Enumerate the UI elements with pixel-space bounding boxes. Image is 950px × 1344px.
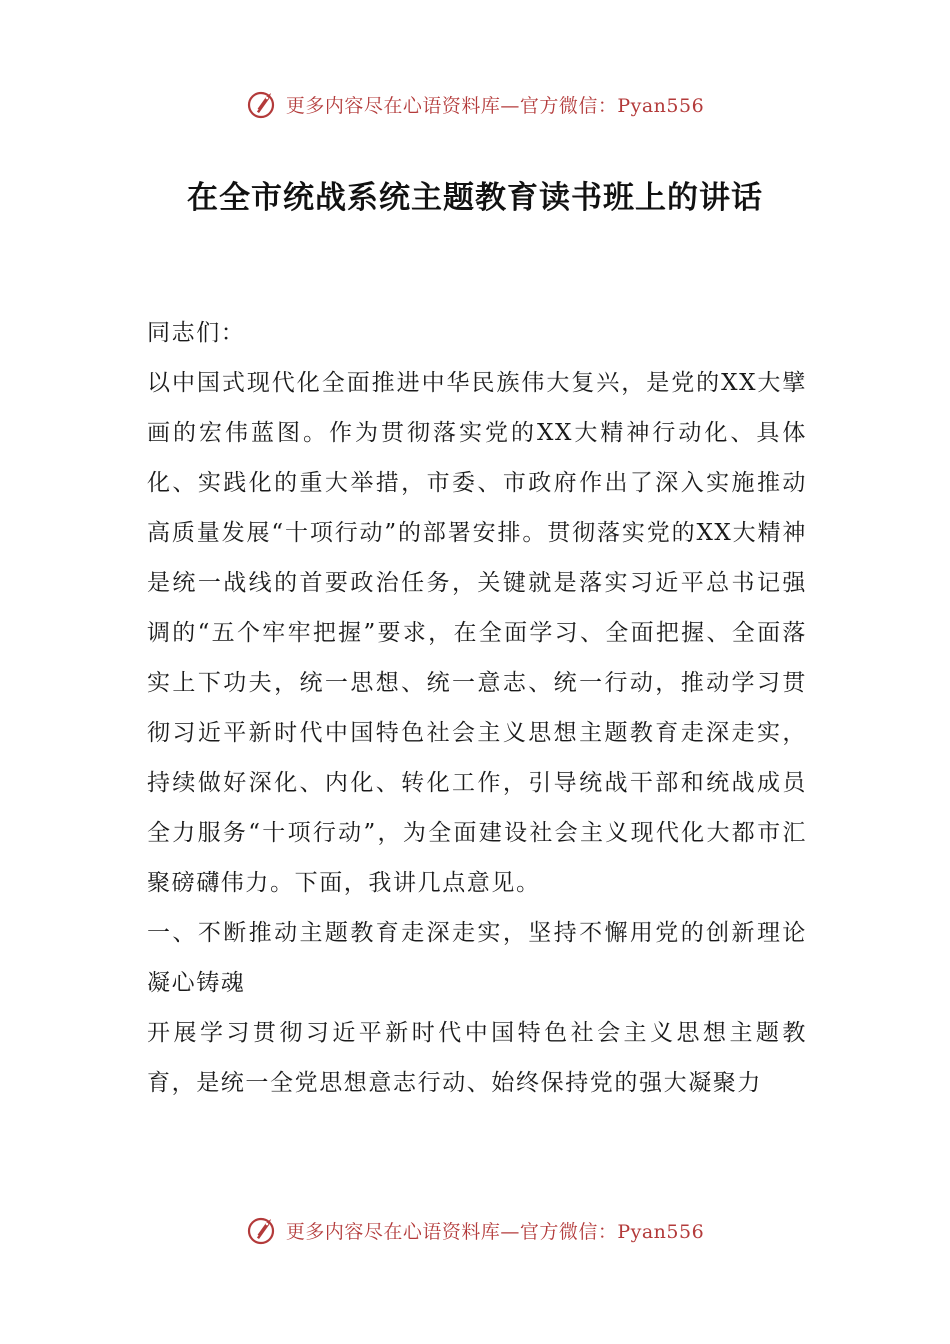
page-title: 在全市统战系统主题教育读书班上的讲话 <box>187 180 763 216</box>
footer-banner <box>0 1210 950 1250</box>
body-paragraph: 以中国式现代化全面推进中华民族伟大复兴，是党的XX大擘画的宏伟蓝图。作为贯彻落实党的XX大精神行动化、具体化、实践化的重大举措，市委、市政府作出了深入实施推动高质量发展“十项行动”的部署安排。贯彻落实党的XX大精神是统一战线的首要政治任务，关键就是落实习近平总书记强调的“五个牢牢把握”要求，在全面学习、全面把握、全面落实上下功夫，统一思想、统一意志、统一行动，推动学习贯彻习近平新时代中国特色社会主义思想主题教育走深走实，持续做好深化、内化、转化工作，引导统战干部和统战成员全力服务“十项行动”，为全面建设社会主义现代化大都市汇聚磅礴伟力。下面，我讲几点意见。 <box>147 370 807 896</box>
salutation: 同志们： <box>147 320 246 346</box>
section-heading: 一、不断推动主题教育走深走实，坚持不懈用党的创新理论凝心铸魂 <box>147 920 807 996</box>
body-paragraph: 开展学习贯彻习近平新时代中国特色社会主义思想主题教育，是统一全党思想意志行动、始终保持党的强大凝聚力 <box>147 1020 807 1096</box>
pen-nib-circle-icon <box>246 87 280 121</box>
header-banner-text: 更多内容尽在心语资料库—官方微信：Pyan556 <box>285 94 705 117</box>
pen-nib-circle-icon <box>246 1213 280 1247</box>
document-body <box>147 308 807 1108</box>
footer-banner-text: 更多内容尽在心语资料库—官方微信：Pyan556 <box>285 1220 705 1243</box>
header-banner <box>0 84 950 124</box>
